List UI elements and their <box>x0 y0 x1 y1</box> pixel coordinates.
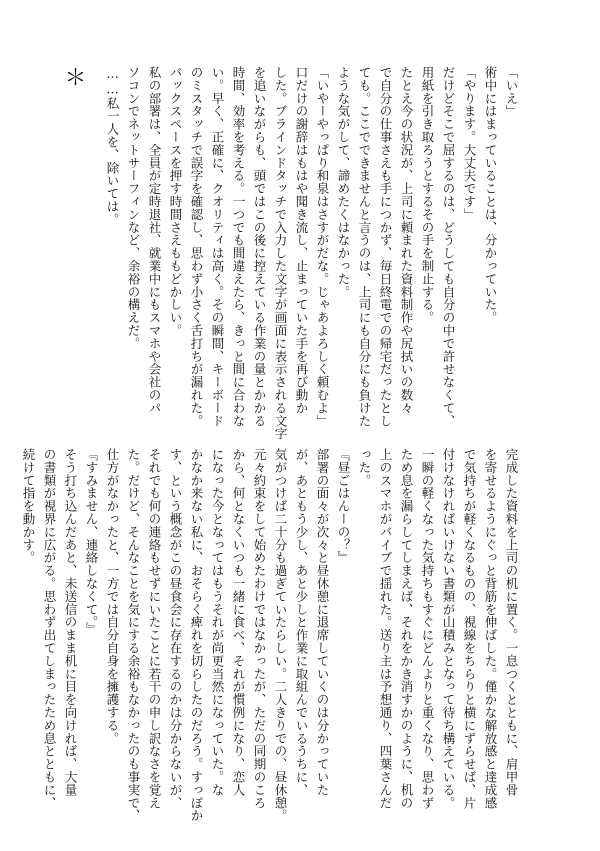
text-line: 時間、効率を考える。一つでも間違えたら、きっと間に合わな <box>231 66 246 428</box>
text-line: 『すみません、連絡しなくて。』 <box>84 448 99 636</box>
text-line: たとえ今の状況が、上司に頼まれた資料制作や尻拭いの数々 <box>399 66 414 415</box>
lower-text-block <box>18 448 522 823</box>
text-line: 元々約束をして始めたわけではなかったが、ただの同期のころ <box>252 448 267 810</box>
text-line: だけどそこで屈するのは、どうしても自分の中で許せなくて、 <box>441 66 456 428</box>
text-line: った。 <box>357 448 372 487</box>
upper-text-block <box>102 66 522 441</box>
text-line: ような気がして、諦めたくはなかった。 <box>336 66 351 299</box>
text-line: で気持ちが軽くなるものの、視線をちらりと横にずらせば、片 <box>462 448 477 810</box>
text-line: で自分の仕事さえも手につかず、毎日終電での帰宅だったとし <box>378 66 393 428</box>
text-line: 気がつけば二十分も過ぎていたらしい。二人きりでの、昼休憩。 <box>273 448 288 823</box>
text-line: 『昼ごはんーの？』 <box>336 448 351 565</box>
text-line: 一瞬の軽くなった気持ちもすぐにどんよりと重くなり、思わず <box>420 448 435 810</box>
text-line: 完成した資料を上司の机に置く。一息つくとともに、肩甲骨 <box>504 448 519 797</box>
text-line: 部署の面々が次々と昼休憩に退席していくのは分かっていた <box>315 448 330 797</box>
text-line: す、という概念がこの昼食会に存在するのかは分からないが、 <box>168 448 183 810</box>
text-line: かなか来ない私に、おそらく痺れを切らしたのだろう。すっぽか <box>189 448 204 823</box>
text-line: から、何となくいつも一緒に食べ、それが慣例になり、恋人 <box>231 448 246 797</box>
text-line: のミスタッチで誤字を確認し、思わず小さく舌打ちが漏れた。 <box>189 66 204 428</box>
text-line: 「いやーやっぱり和泉はさすがだな。じゃあよろしく頼むよ」 <box>315 66 330 428</box>
text-line: になった今となってはもうそれが尚更当然になっていた。な <box>210 448 225 797</box>
text-line: 用紙を引き取ろうとするその手を制止する。 <box>420 66 435 324</box>
text-line: それでも何の連絡もせずにいたことに若干の申し訳なさを覚え <box>147 448 162 810</box>
text-line: 「やります。大丈夫です」 <box>462 66 477 221</box>
text-line: バックスペースを押す時間さえももどかしい。 <box>168 66 183 337</box>
text-line: ソコンでネットサーフィンなど、余裕の構えだ。 <box>126 66 141 350</box>
text-line: を寄せるようにぐっと背筋を伸ばした。僅かな解放感と達成感 <box>483 448 498 810</box>
text-line: の書類が視界に広がる。思わず出てしまったため息とともに、 <box>42 448 57 810</box>
text-line: 私の部署は、全員が定時退社、就業中にもスマホや会社のパ <box>147 66 162 415</box>
text-line: 術中にはまっていることは、分かっていた。 <box>483 66 498 324</box>
text-line: を追いながらも、頭ではこの後に控えている作業の量とかかる <box>252 66 267 428</box>
text-line: そう打ち込んだあと、未送信のまま机に目を向ければ、大量 <box>63 448 78 797</box>
text-line: 付けなければいけない書類が山積みとなって待ち構えている。 <box>441 448 456 810</box>
text-line: た。だけど、そんなことを気にする余裕もなかったのも事実で、 <box>126 448 141 823</box>
text-line: ても。ここでできませんと言うのは、上司にも自分にも負けた <box>357 66 372 428</box>
text-line: 上のスマホがバイブで揺れた。送り主は予想通り、四葉さんだ <box>378 448 393 810</box>
text-line: 口だけの謝辞はもはや聞き流し、止まっていた手を再び動か <box>294 66 309 415</box>
text-line: ため息を漏らしてしまえば、それをかき消すかのように、机の <box>399 448 414 810</box>
text-line: 仕方がなかったと、一方では自分自身を擁護する。 <box>105 448 120 745</box>
text-line: 続けて指を動かす。 <box>21 448 36 565</box>
text-line: が、あともう少し、あと少しと作業に取組んでいるうちに、 <box>294 448 309 797</box>
text-line: ……私一人を、除いては。 <box>105 66 120 226</box>
scene-break-asterisk: ＊ <box>61 66 86 88</box>
text-line: い。早く、正確に、クオリティは高く。その瞬間、キーボード <box>210 66 225 428</box>
text-line: した。ブラインドタッチで入力した文字が画面に表示される文字 <box>273 66 288 441</box>
text-line: 「いえ」 <box>504 66 519 118</box>
